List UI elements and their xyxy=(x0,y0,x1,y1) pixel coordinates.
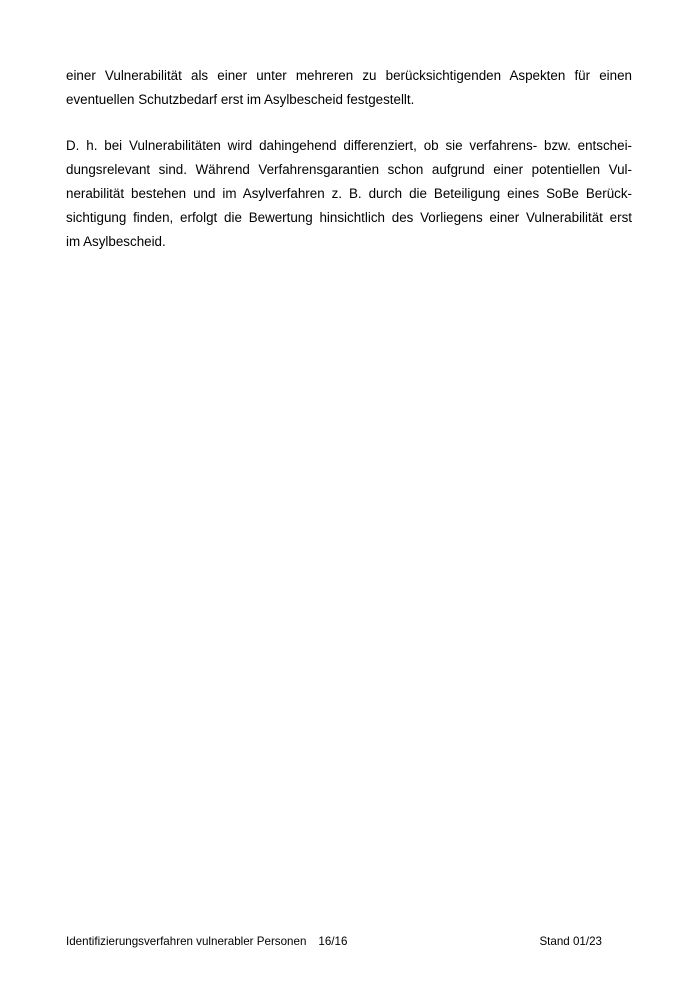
text-line: dungsrelevant sind. Während Verfahrensgarantien schon aufgrund einer potentiellen Vul- xyxy=(66,162,632,177)
footer-status: Stand 01/23 xyxy=(539,935,602,948)
document-body xyxy=(66,64,632,254)
paragraph-vulnerability-protection xyxy=(66,64,632,112)
footer-title: Identifizierungsverfahren vulnerabler Personen xyxy=(66,935,307,948)
footer-document-info xyxy=(66,934,347,950)
paragraph-procedure-differentiation xyxy=(66,134,632,254)
text-line: nerabilität bestehen und im Asylverfahren z. B. durch die Beteiligung eines SoBe Berück- xyxy=(66,186,632,201)
text-line: D. h. bei Vulnerabilitäten wird dahingehend differenziert, ob sie verfahrens- bzw. entschei- xyxy=(66,138,632,153)
text-line: einer Vulnerabilität als einer unter mehreren zu berücksichtigenden Aspekten für einen xyxy=(66,68,632,83)
text-line: im Asylbescheid. xyxy=(66,234,166,249)
text-line: sichtigung finden, erfolgt die Bewertung hinsichtlich des Vorliegens einer Vulnerabilität erst xyxy=(66,210,632,225)
footer-page-number: 16/16 xyxy=(318,935,348,948)
text-line: eventuellen Schutzbedarf erst im Asylbescheid festgestellt. xyxy=(66,92,415,107)
